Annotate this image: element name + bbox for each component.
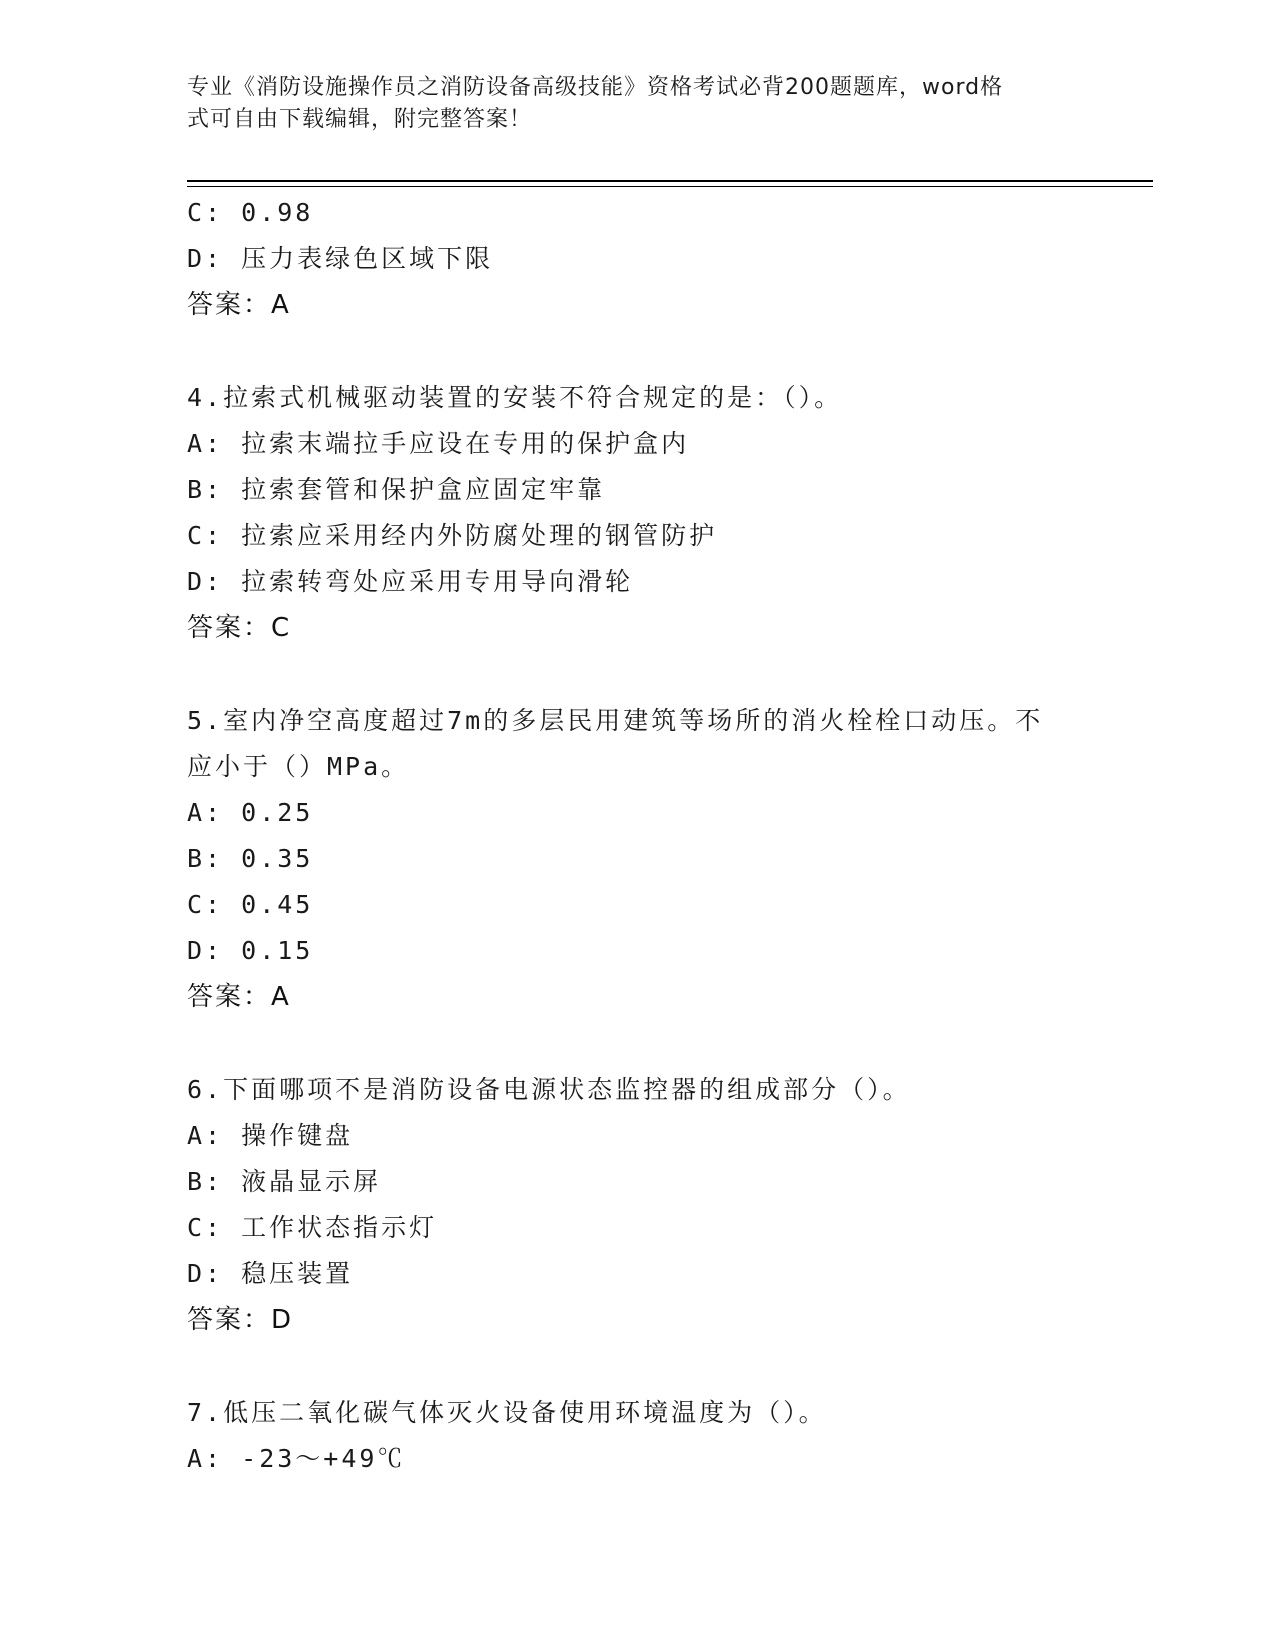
- question-stem: 7.低压二氧化碳气体灭火设备使用环境温度为（）。: [187, 1398, 827, 1427]
- question-stem: 6.下面哪项不是消防设备电源状态监控器的组成部分（）。: [187, 1075, 911, 1104]
- option-d: D: 0.15: [187, 936, 314, 965]
- answer-line: 答案：A: [187, 290, 291, 320]
- option-d: D: 压力表绿色区域下限: [187, 244, 494, 273]
- header-title-line-2: 式可自由下载编辑，附完整答案！: [187, 107, 533, 132]
- option-a: A: 拉索末端拉手应设在专用的保护盒内: [187, 429, 690, 458]
- option-d: D: 稳压装置: [187, 1259, 354, 1288]
- answer-line: 答案：C: [187, 613, 292, 643]
- option-c: C: 0.98: [187, 198, 314, 227]
- option-b: B: 液晶显示屏: [187, 1167, 382, 1196]
- option-a: A: 操作键盘: [187, 1121, 354, 1150]
- header-divider-thin: [187, 186, 1153, 187]
- option-b: B: 0.35: [187, 844, 314, 873]
- question-7: [187, 1390, 1087, 1482]
- header-title-line-1: 专业《消防设施操作员之消防设备高级技能》资格考试必背200题题库，word格: [187, 75, 1004, 100]
- question-3-continued: [187, 190, 1087, 328]
- option-c: C: 工作状态指示灯: [187, 1213, 438, 1242]
- spacer: [187, 1020, 1087, 1067]
- option-b: B: 拉索套管和保护盒应固定牢靠: [187, 475, 606, 504]
- question-6: [187, 1067, 1087, 1343]
- question-stem-line-1: 5.室内净空高度超过7m的多层民用建筑等场所的消火栓栓口动压。不: [187, 706, 1044, 735]
- option-d: D: 拉索转弯处应采用专用导向滑轮: [187, 567, 634, 596]
- option-a: A: -23～+49℃: [187, 1444, 406, 1473]
- option-c: C: 0.45: [187, 890, 314, 919]
- answer-line: 答案：A: [187, 982, 291, 1012]
- header-divider-thick: [187, 180, 1153, 182]
- spacer: [187, 1343, 1087, 1390]
- question-5: [187, 698, 1087, 1020]
- spacer: [187, 651, 1087, 698]
- question-4: [187, 375, 1087, 651]
- spacer: [187, 328, 1087, 375]
- option-a: A: 0.25: [187, 798, 314, 827]
- question-content: [187, 190, 1087, 1482]
- document-header: [187, 72, 1087, 136]
- question-stem: 4.拉索式机械驱动装置的安装不符合规定的是：（）。: [187, 383, 843, 412]
- question-stem-line-2: 应小于（）MPa。: [187, 752, 410, 781]
- answer-line: 答案：D: [187, 1305, 294, 1335]
- option-c: C: 拉索应采用经内外防腐处理的钢管防护: [187, 521, 718, 550]
